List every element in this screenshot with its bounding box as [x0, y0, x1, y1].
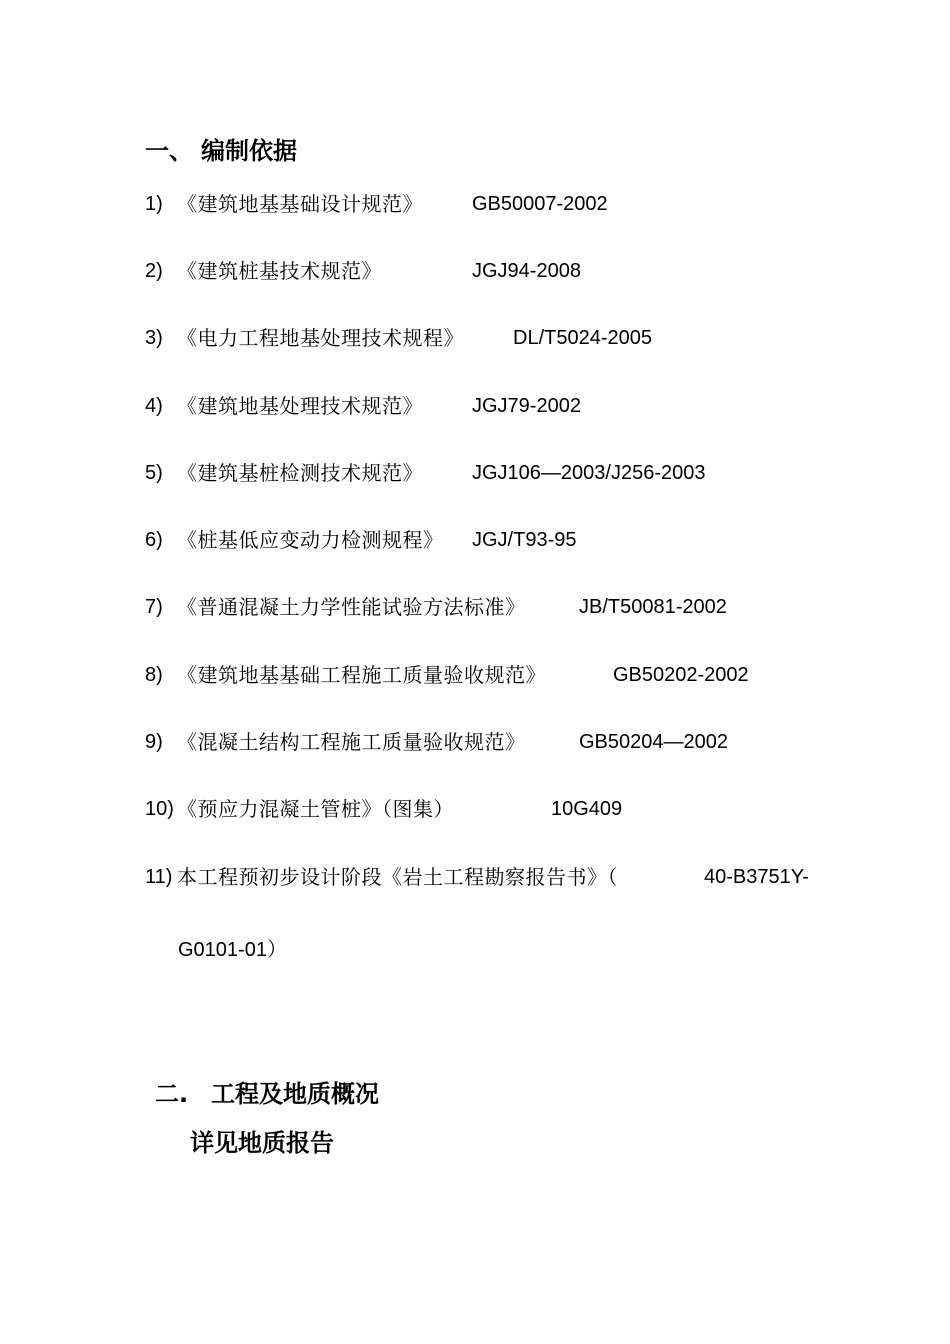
reference-code: DL/T5024-2005	[513, 327, 652, 349]
reference-index: 11)	[145, 866, 173, 888]
reference-index: 7)	[145, 596, 163, 618]
section-1-heading	[145, 136, 297, 166]
reference-code: 10G409	[551, 798, 623, 820]
reference-title: 《普通混凝土力学性能试验方法标准》	[177, 595, 526, 619]
reference-index: 3)	[145, 327, 163, 349]
section-1-title: 编制依据	[201, 137, 297, 165]
reference-title: 《桩基低应变动力检测规程》	[177, 528, 444, 552]
reference-index: 10)	[145, 798, 174, 820]
reference-index: 9)	[145, 731, 163, 753]
reference-code: JB/T50081-2002	[579, 596, 727, 618]
reference-index: 2)	[145, 260, 163, 282]
reference-title: 《建筑基桩检测技术规范》	[177, 461, 423, 485]
reference-code: 40-B3751Y-	[704, 866, 809, 888]
section-2-number: 二.	[155, 1080, 189, 1108]
section-2-title: 工程及地质概况	[211, 1080, 379, 1108]
reference-code: GB50204—2002	[579, 731, 729, 753]
reference-code: JGJ/T93-95	[472, 529, 577, 551]
reference-title: 《建筑桩基技术规范》	[177, 259, 382, 283]
reference-code: JGJ79-2002	[472, 395, 581, 417]
reference-title: 《建筑地基处理技术规范》	[177, 394, 423, 418]
reference-code: JGJ94-2008	[472, 260, 581, 282]
reference-index: 4)	[145, 395, 163, 417]
reference-title: 《混凝土结构工程施工质量验收规范》	[177, 730, 526, 754]
reference-title: 《电力工程地基处理技术规程》	[177, 326, 464, 350]
reference-title: 《建筑地基基础工程施工质量验收规范》	[177, 663, 546, 687]
reference-index: 1)	[145, 193, 163, 215]
section-2-heading	[155, 1079, 379, 1109]
reference-code: JGJ106—2003/J256-2003	[472, 462, 706, 484]
reference-code: GB50007-2002	[472, 193, 608, 215]
reference-title: 《预应力混凝土管桩》（图集）	[177, 797, 454, 821]
reference-11-continuation: G0101-01）	[178, 939, 287, 961]
section-1-number: 一、	[145, 137, 193, 165]
reference-code: GB50202-2002	[613, 664, 749, 686]
reference-index: 5)	[145, 462, 163, 484]
reference-index: 6)	[145, 529, 163, 551]
reference-title: 《建筑地基基础设计规范》	[177, 192, 423, 216]
section-2-content: 详见地质报告	[190, 1129, 334, 1157]
reference-title: 本工程预初步设计阶段《岩土工程勘察报告书》（	[177, 865, 618, 889]
reference-index: 8)	[145, 664, 163, 686]
